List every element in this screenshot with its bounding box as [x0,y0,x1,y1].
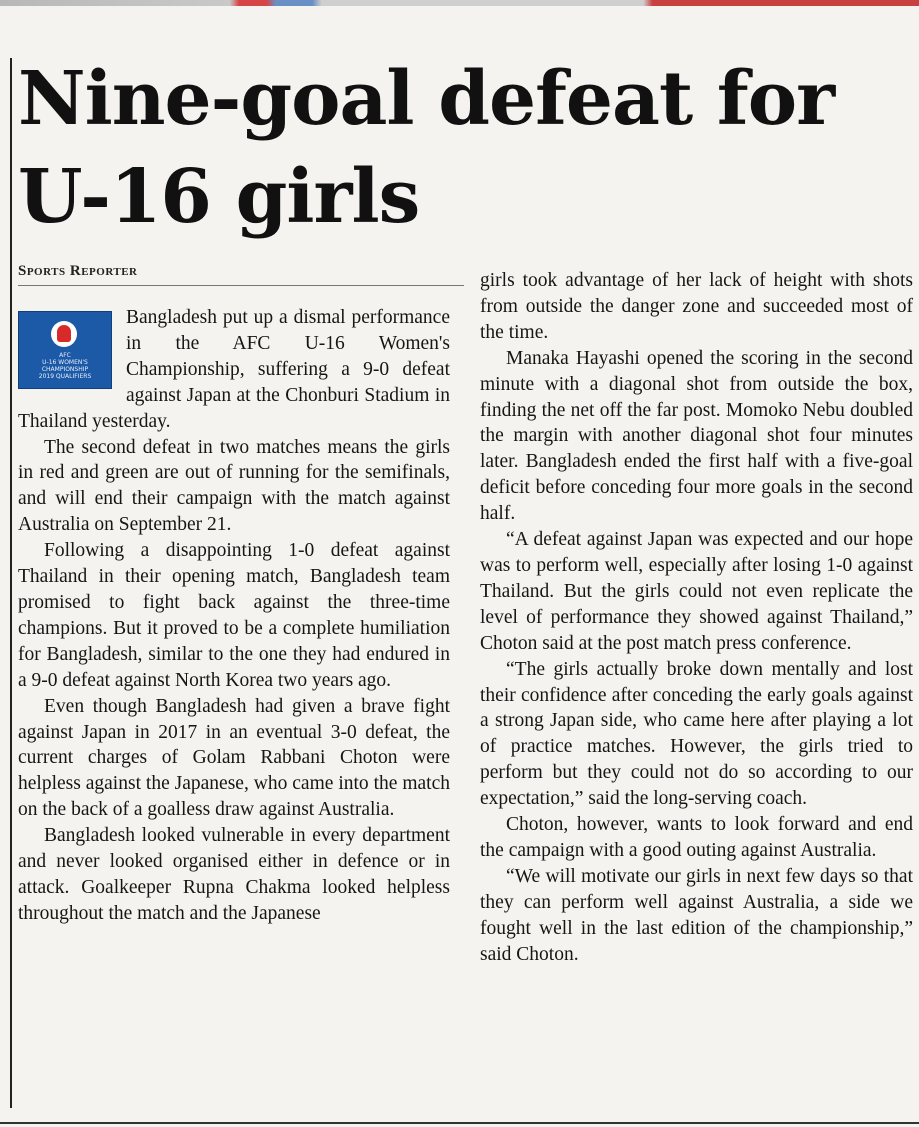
top-color-strip [0,0,919,6]
headline: Nine-goal defeat for U-16 girls [18,56,835,240]
logo-line: CHAMPIONSHIP [41,366,89,373]
byline: Sports Reporter [18,263,138,279]
article-right-column [480,268,913,967]
paragraph: Even though Bangladesh had given a brave fight against Japan in 2017 in an eventual 3-0 defeat, the current charges of Golam Rabbani Choton were helpless against the Japanese, who came into the match on the back of a goalless draw against Australia. [18,695,450,821]
logo-text [23,352,107,380]
afc-championship-logo-icon [18,311,112,389]
left-column-rule [10,58,12,1108]
logo-line: AFC [59,352,71,359]
bottom-rule [0,1122,919,1124]
paragraph: girls took advantage of her lack of height with shots from outside the danger zone and succeeded most of the time. [480,270,913,343]
paragraph: Bangladesh put up a dismal performance in the AFC U-16 Women's Championship, suffering a 9-0 defeat against Japan at the Chonburi Stadium in Thailand yesterday. [18,307,450,432]
paragraph: Choton, however, wants to look forward and end the campaign with a good outing against Australia. [480,814,913,861]
paragraph: “A defeat against Japan was expected and our hope was to perform well, especially after losing 1-0 against Thailand. But the girls could not even replicate the level of performance they showed against Thailand,” Choton said at the post match press conference. [480,529,913,654]
paragraph: “We will motivate our girls in next few days so that they can perform well against Australia, a side we fought well in the last edition of the championship,” said Choton. [480,865,913,965]
byline-rule [18,285,464,286]
logo-line: 2019 QUALIFIERS [38,373,92,380]
paragraph: The second defeat in two matches means the girls in red and green are out of running for the semifinals, and will end their campaign with the match against Australia on September 21. [18,436,450,536]
article-left-column [18,305,450,927]
paragraph: Following a disappointing 1-0 defeat against Thailand in their opening match, Bangladesh team promised to fight back against the three-time champions. But it proved to be a complete humiliation for Bangladesh, similar to the one they had endured in a 9-0 defeat against North Korea two years ago. [18,540,450,691]
paragraph: Manaka Hayashi opened the scoring in the second minute with a diagonal shot from outside the box, finding the net off the far post. Momoko Nebu doubled the margin with another diagonal shot four minutes later. Bangladesh ended the first half with a five-goal deficit before conceding four more goals in the second half. [480,347,913,525]
paragraph: “The girls actually broke down mentally and lost their confidence after conceding the early goals against a strong Japan side, who came here after playing a lot of practice matches. However, the girls tried to perform but they could not do so according to our expectation,” said the long-serving coach. [480,658,913,810]
logo-figure [57,325,71,342]
logo-line: U-16 WOMEN'S [42,359,88,366]
paragraph: Bangladesh looked vulnerable in every department and never looked organised either in defence or in attack. Goalkeeper Rupna Chakma looked helpless throughout the match and the Japanese [18,825,450,924]
